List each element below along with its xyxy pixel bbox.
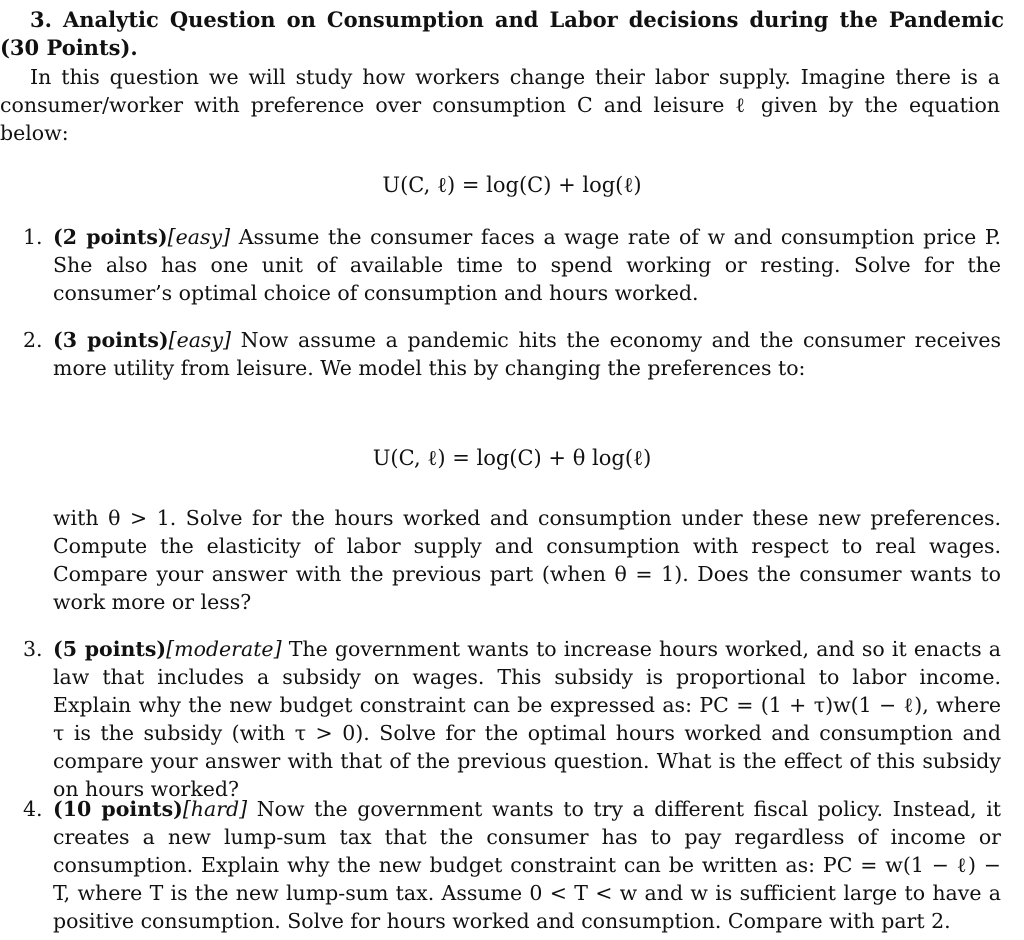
pandemic-utility-equation: U(C, ℓ) = log(C) + θ log(ℓ) — [372, 446, 652, 470]
utility-equation: U(C, ℓ) = log(C) + log(ℓ) — [382, 173, 642, 197]
part-number: 4. — [23, 797, 43, 821]
part-1 — [23, 223, 1001, 307]
part-4 — [23, 795, 1001, 935]
part-points: (2 points) — [53, 225, 168, 249]
part-difficulty: [hard] — [182, 797, 248, 821]
part-text: The government wants to increase hours worked, and so it enacts a law that includes a subsidy on wages. This subsidy is proportional to labor income. Explain why the new budget constraint can be expressed as: PC = (1 + τ)w(1 − ℓ), where τ is the subsidy (with τ > 0). Solve for the optimal hours worked and consumption and compare your answer with that of the previous question. What is the effect of this subsidy on hours worked? — [53, 637, 1001, 801]
part-points: (3 points) — [53, 328, 169, 352]
question-title: 3. Analytic Question on Consumption and Labor decisions during the Pandemic (30 Points). — [0, 7, 1004, 60]
part-3 — [23, 635, 1001, 803]
part-number: 1. — [23, 225, 43, 249]
part-number: 2. — [23, 328, 43, 352]
part-text: Assume the consumer faces a wage rate of w and consumption price P. She also has one unit of available time to spend working or resting. Solve for the consumer’s optimal choice of consumption and hours worked. — [53, 225, 1001, 305]
part-points: (5 points) — [53, 637, 167, 661]
part-text: Now assume a pandemic hits the economy and the consumer receives more utility from leisure. We model this by changing the preferences to: — [53, 328, 1001, 380]
part-2-followup: with θ > 1. Solve for the hours worked and consumption under these new preferences. Compute the elasticity of labor supply and consumption with respect to real wages. Compare your answer with the previous part (when θ = 1). Does the consumer wants to work more or less? — [53, 506, 1001, 614]
part-difficulty: [easy] — [168, 328, 232, 352]
part-difficulty: [easy] — [167, 225, 231, 249]
part-difficulty: [moderate] — [166, 637, 282, 661]
part-2 — [23, 326, 1001, 382]
part-text: Now the government wants to try a different fiscal policy. Instead, it creates a new lump-sum tax that the consumer has to pay regardless of income or consumption. Explain why the new budget constraint can be written as: PC = w(1 − ℓ) − T, where T is the new lump-sum tax. Assume 0 < T < w and w is sufficient large to have a positive consumption. Solve for hours worked and consumption. Compare with part 2. — [53, 797, 1001, 933]
part-number: 3. — [23, 637, 43, 661]
question-intro: In this question we will study how workers change their labor supply. Imagine there is a consumer/worker with preference over consumption C and leisure ℓ given by the equation below: — [0, 65, 1000, 145]
part-points: (10 points) — [53, 797, 183, 821]
